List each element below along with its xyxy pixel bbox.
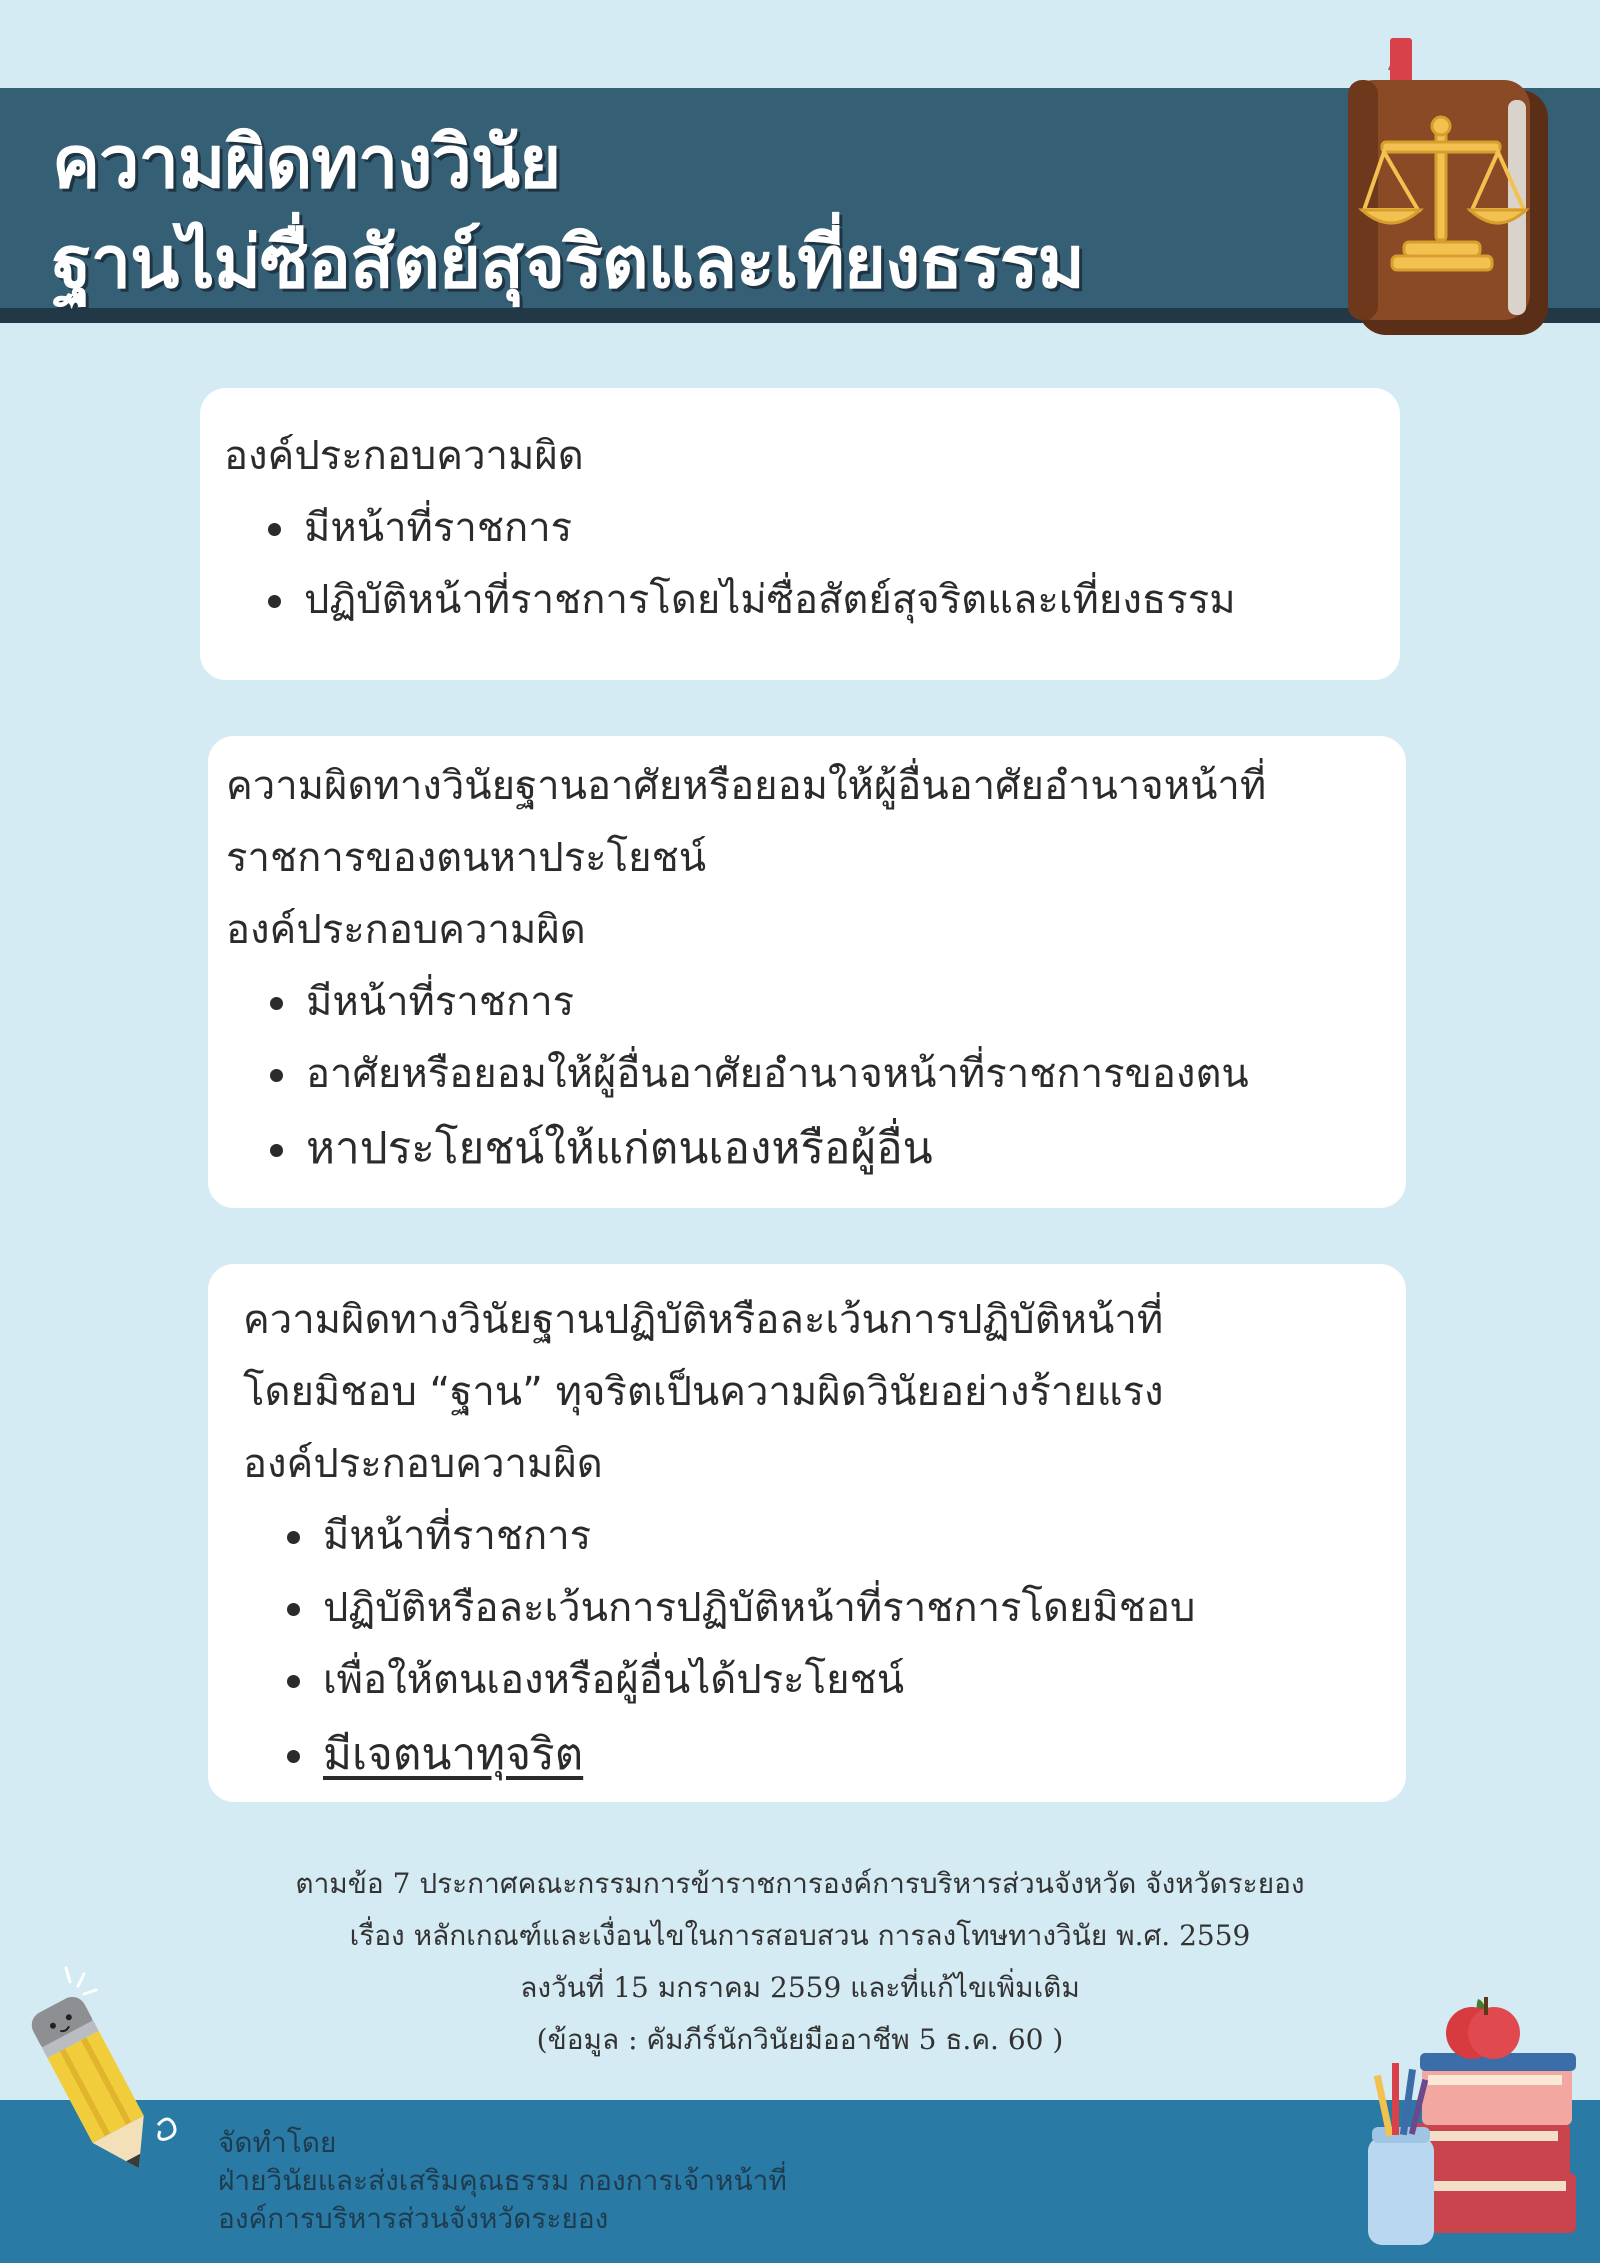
card2-list xyxy=(226,966,1406,1188)
card2-title-line-2: ราชการของตนหาประโยชน์ xyxy=(226,835,707,881)
credit-label: จัดทำโดย xyxy=(218,2126,337,2159)
pencil-icon xyxy=(8,1960,208,2170)
legal-reference-line-1: ตามข้อ 7 ประกาศคณะกรรมการข้าราชการองค์การบริหารส่วนจังหวัด จังหวัดระยอง xyxy=(295,1867,1305,1900)
card3-item-4-text: มีเจตนาทุจริต xyxy=(323,1729,584,1780)
card2-title-line-1: ความผิดทางวินัยฐานอาศัยหรือยอมให้ผู้อื่นอาศัยอำนาจหน้าที่ xyxy=(226,763,1267,809)
card3-title-line-2: โดยมิชอบ “ฐาน” ทุจริตเป็นความผิดวินัยอย่างร้ายแรง xyxy=(243,1369,1164,1415)
legal-reference-line-3: ลงวันที่ 15 มกราคม 2559 และที่แก้ไขเพิ่มเติม xyxy=(520,1971,1080,2004)
legal-reference-source: (ข้อมูล : คัมภีร์นักวินัยมืออาชีพ 5 ธ.ค. 60 ) xyxy=(536,2023,1064,2056)
title-line-1: ความผิดทางวินัย xyxy=(52,120,561,204)
law-book-scales-icon xyxy=(1318,30,1560,342)
card2-heading: องค์ประกอบความผิด xyxy=(226,907,586,953)
card-elements-3 xyxy=(208,1264,1406,1802)
card2-item-3: หาประโยชน์ให้แก่ตนเองหรือผู้อื่น xyxy=(226,1110,1406,1188)
card3-item-1: มีหน้าที่ราชการ xyxy=(243,1500,1406,1572)
card3-item-4 xyxy=(243,1716,1406,1794)
card3-item-2: ปฏิบัติหรือละเว้นการปฏิบัติหน้าที่ราชการโดยมิชอบ xyxy=(243,1572,1406,1644)
credit-line-2: องค์การบริหารส่วนจังหวัดระยอง xyxy=(218,2202,609,2235)
card-elements-2 xyxy=(208,736,1406,1208)
credit-line-1: ฝ่ายวินัยและส่งเสริมคุณธรรม กองการเจ้าหน้าที่ xyxy=(218,2164,787,2197)
legal-reference xyxy=(0,1858,1600,2066)
card2-item-2: อาศัยหรือยอมให้ผู้อื่นอาศัยอำนาจหน้าที่ราชการของตน xyxy=(226,1038,1406,1110)
books-apple-icon xyxy=(1362,1955,1582,2255)
credit-block xyxy=(218,2124,787,2238)
card1-item-1: มีหน้าที่ราชการ xyxy=(224,492,1400,564)
card1-list xyxy=(224,492,1400,636)
card1-heading: องค์ประกอบความผิด xyxy=(224,433,584,479)
card3-list xyxy=(243,1500,1406,1794)
card1-item-2: ปฏิบัติหน้าที่ราชการโดยไม่ซื่อสัตย์สุจริตและเที่ยงธรรม xyxy=(224,564,1400,636)
title-line-2: ฐานไม่ซื่อสัตย์สุจริตและเที่ยงธรรม xyxy=(52,220,1084,304)
card-elements-1 xyxy=(200,388,1400,680)
page-title xyxy=(52,112,1084,312)
card2-item-1: มีหน้าที่ราชการ xyxy=(226,966,1406,1038)
legal-reference-line-2: เรื่อง หลักเกณฑ์และเงื่อนไขในการสอบสวน การลงโทษทางวินัย พ.ศ. 2559 xyxy=(349,1919,1251,1952)
card3-heading: องค์ประกอบความผิด xyxy=(243,1441,603,1487)
card3-title-line-1: ความผิดทางวินัยฐานปฏิบัติหรือละเว้นการปฏิบัติหน้าที่ xyxy=(243,1297,1164,1343)
card3-item-3: เพื่อให้ตนเองหรือผู้อื่นได้ประโยชน์ xyxy=(243,1644,1406,1716)
